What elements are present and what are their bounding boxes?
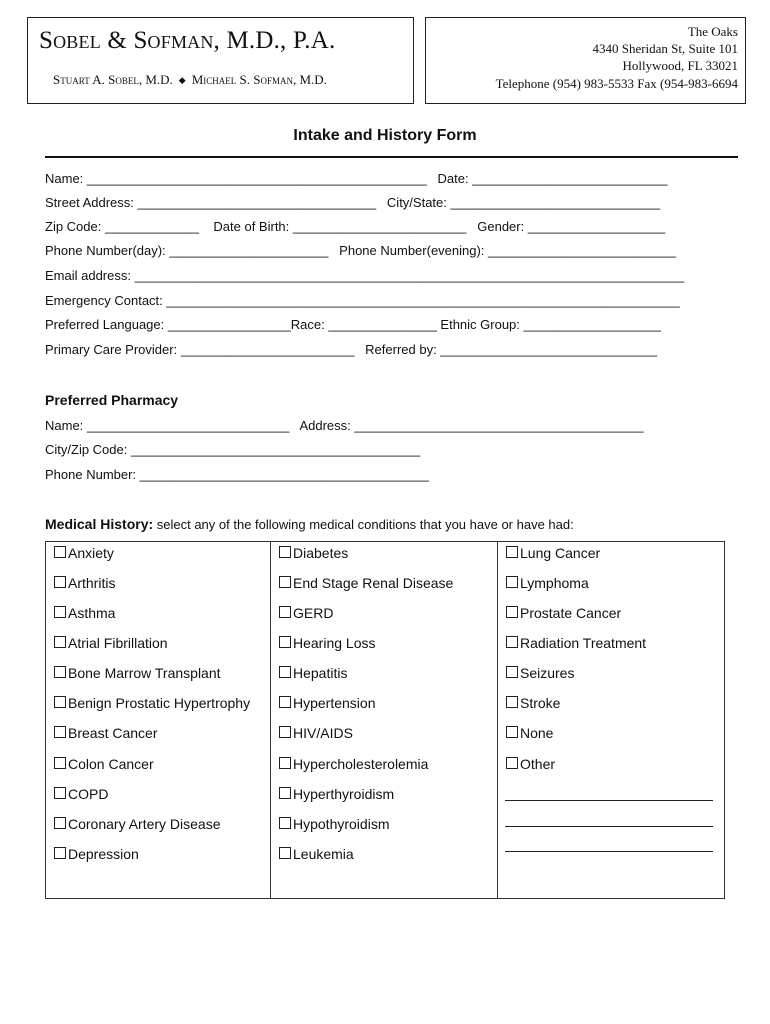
- condition-checkbox[interactable]: [279, 725, 353, 741]
- condition-checkbox[interactable]: [279, 786, 394, 802]
- condition-label: Hearing Loss: [293, 635, 376, 651]
- email-line[interactable]: Email address: ____________________________________________________________________________: [45, 268, 685, 283]
- checkbox-icon[interactable]: [54, 576, 66, 588]
- condition-label: Bone Marrow Transplant: [68, 665, 221, 681]
- condition-checkbox[interactable]: [506, 575, 589, 591]
- condition-label: GERD: [293, 605, 334, 621]
- address-phone-fax: Telephone (954) 983-5533 Fax (954-983-6694: [495, 76, 738, 91]
- condition-checkbox[interactable]: [279, 695, 376, 711]
- diamond-separator: ◆: [178, 75, 186, 85]
- checkbox-icon[interactable]: [506, 576, 518, 588]
- zip-dob-gender-line[interactable]: Zip Code: _____________ Date of Birth: ________________________ Gender: ___________________: [45, 219, 666, 234]
- conditions-table: [45, 541, 725, 899]
- conditions-column-3: [498, 542, 724, 898]
- address-building: The Oaks: [687, 24, 738, 39]
- checkbox-icon[interactable]: [506, 606, 518, 618]
- condition-label: Hypertension: [293, 695, 376, 711]
- condition-checkbox[interactable]: [54, 725, 157, 741]
- other-condition-blank-line[interactable]: [505, 851, 713, 852]
- condition-label: Hypercholesterolemia: [293, 756, 429, 772]
- condition-checkbox[interactable]: [54, 575, 115, 591]
- practice-name: Sobel & Sofman, M.D., P.A.: [39, 27, 336, 54]
- condition-label: Seizures: [520, 665, 575, 681]
- checkbox-icon[interactable]: [54, 726, 66, 738]
- condition-label: Asthma: [68, 605, 116, 621]
- street-city-line[interactable]: Street Address: _________________________________ City/State: _____________________________: [45, 195, 661, 210]
- checkbox-icon[interactable]: [54, 696, 66, 708]
- condition-checkbox[interactable]: [506, 635, 646, 651]
- language-race-ethnic-line[interactable]: Preferred Language: _________________Race: _______________ Ethnic Group: ___________________: [45, 317, 661, 332]
- checkbox-icon[interactable]: [506, 546, 518, 558]
- doctor-names: [53, 72, 327, 88]
- checkbox-icon[interactable]: [506, 666, 518, 678]
- condition-checkbox[interactable]: [54, 545, 114, 561]
- practice-address-box: [425, 17, 746, 104]
- conditions-column-1: [46, 542, 271, 898]
- title-divider: [45, 156, 738, 158]
- condition-checkbox[interactable]: [279, 605, 333, 621]
- condition-checkbox[interactable]: [506, 665, 574, 681]
- condition-checkbox[interactable]: [506, 545, 600, 561]
- condition-label: Diabetes: [293, 545, 349, 561]
- condition-checkbox[interactable]: [279, 665, 347, 681]
- checkbox-icon[interactable]: [279, 787, 291, 799]
- checkbox-icon[interactable]: [279, 696, 291, 708]
- doctor-1-name: Stuart A. Sobel, M.D.: [53, 72, 173, 87]
- medical-history-label: Medical History:: [45, 516, 154, 532]
- condition-label: Depression: [68, 846, 139, 862]
- checkbox-icon[interactable]: [279, 576, 291, 588]
- condition-label: Atrial Fibrillation: [68, 635, 168, 651]
- phone-numbers-line[interactable]: Phone Number(day): ______________________ Phone Number(evening): __________________________: [45, 243, 677, 258]
- condition-label: COPD: [68, 786, 109, 802]
- checkbox-icon[interactable]: [54, 787, 66, 799]
- checkbox-icon[interactable]: [54, 636, 66, 648]
- checkbox-icon[interactable]: [279, 546, 291, 558]
- condition-checkbox[interactable]: [506, 605, 621, 621]
- condition-label: Hypothyroidism: [293, 816, 390, 832]
- condition-checkbox[interactable]: [54, 816, 221, 832]
- condition-label: Other: [520, 756, 556, 772]
- checkbox-icon[interactable]: [279, 847, 291, 859]
- checkbox-icon[interactable]: [54, 757, 66, 769]
- address-street: 4340 Sheridan St, Suite 101: [592, 41, 738, 56]
- condition-checkbox[interactable]: [54, 846, 139, 862]
- medical-history-instruction: select any of the following medical conditions that you have or have had:: [153, 517, 574, 532]
- checkbox-icon[interactable]: [279, 757, 291, 769]
- condition-checkbox[interactable]: [54, 605, 115, 621]
- condition-label: Colon Cancer: [68, 756, 154, 772]
- condition-checkbox[interactable]: [54, 695, 250, 711]
- condition-label: Anxiety: [68, 545, 114, 561]
- other-condition-blank-line[interactable]: [505, 800, 713, 801]
- pharmacy-heading: Preferred Pharmacy: [45, 392, 179, 408]
- condition-checkbox[interactable]: [279, 545, 348, 561]
- condition-checkbox[interactable]: [54, 665, 221, 681]
- pharmacy-city-zip-line[interactable]: City/Zip Code: ________________________________________: [45, 442, 421, 457]
- medical-history-heading: [45, 516, 574, 532]
- condition-label: Hepatitis: [293, 665, 348, 681]
- condition-label: HIV/AIDS: [293, 725, 353, 741]
- condition-label: Coronary Artery Disease: [68, 816, 221, 832]
- checkbox-icon[interactable]: [54, 847, 66, 859]
- checkbox-icon[interactable]: [279, 726, 291, 738]
- condition-label: Breast Cancer: [68, 725, 158, 741]
- provider-referral-line[interactable]: Primary Care Provider: ________________________ Referred by: ______________________________: [45, 342, 658, 357]
- condition-checkbox[interactable]: [54, 786, 108, 802]
- checkbox-icon[interactable]: [54, 546, 66, 558]
- checkbox-icon[interactable]: [279, 817, 291, 829]
- condition-checkbox[interactable]: [506, 756, 555, 772]
- condition-checkbox[interactable]: [279, 756, 428, 772]
- pharmacy-phone-line[interactable]: Phone Number: ________________________________________: [45, 467, 429, 482]
- checkbox-icon[interactable]: [279, 666, 291, 678]
- condition-checkbox[interactable]: [279, 575, 453, 591]
- condition-label: Lung Cancer: [520, 545, 601, 561]
- condition-label: Lymphoma: [520, 575, 589, 591]
- condition-checkbox[interactable]: [54, 635, 168, 651]
- condition-checkbox[interactable]: [506, 695, 560, 711]
- condition-label: Radiation Treatment: [520, 635, 647, 651]
- condition-label: End Stage Renal Disease: [293, 575, 454, 591]
- emergency-contact-line[interactable]: Emergency Contact: _______________________________________________________________________: [45, 293, 680, 308]
- checkbox-icon[interactable]: [506, 636, 518, 648]
- checkbox-icon[interactable]: [506, 696, 518, 708]
- condition-checkbox[interactable]: [279, 635, 376, 651]
- pharmacy-name-address-line[interactable]: Name: ____________________________ Address: ________________________________________: [45, 418, 644, 433]
- checkbox-icon[interactable]: [54, 606, 66, 618]
- checkbox-icon[interactable]: [54, 817, 66, 829]
- condition-label: Arthritis: [68, 575, 116, 591]
- checkbox-icon[interactable]: [506, 757, 518, 769]
- doctor-2-name: Michael S. Sofman, M.D.: [191, 72, 327, 87]
- condition-label: Stroke: [520, 695, 561, 711]
- checkbox-icon[interactable]: [54, 666, 66, 678]
- condition-label: None: [520, 725, 554, 741]
- checkbox-icon[interactable]: [279, 636, 291, 648]
- conditions-column-2: [271, 542, 498, 898]
- address-city: Hollywood, FL 33021: [622, 58, 738, 73]
- condition-label: Hyperthyroidism: [293, 786, 395, 802]
- checkbox-icon[interactable]: [279, 606, 291, 618]
- condition-checkbox[interactable]: [279, 846, 354, 862]
- condition-checkbox[interactable]: [54, 756, 154, 772]
- condition-label: Benign Prostatic Hypertrophy: [68, 695, 251, 711]
- other-condition-blank-line[interactable]: [505, 826, 713, 827]
- name-date-line[interactable]: Name: _______________________________________________ Date: ___________________________: [45, 171, 668, 186]
- condition-checkbox[interactable]: [279, 816, 389, 832]
- practice-name-box: [27, 17, 414, 104]
- form-title: Intake and History Form: [293, 127, 477, 144]
- condition-label: Leukemia: [293, 846, 354, 862]
- condition-label: Prostate Cancer: [520, 605, 622, 621]
- checkbox-icon[interactable]: [506, 726, 518, 738]
- condition-checkbox[interactable]: [506, 725, 553, 741]
